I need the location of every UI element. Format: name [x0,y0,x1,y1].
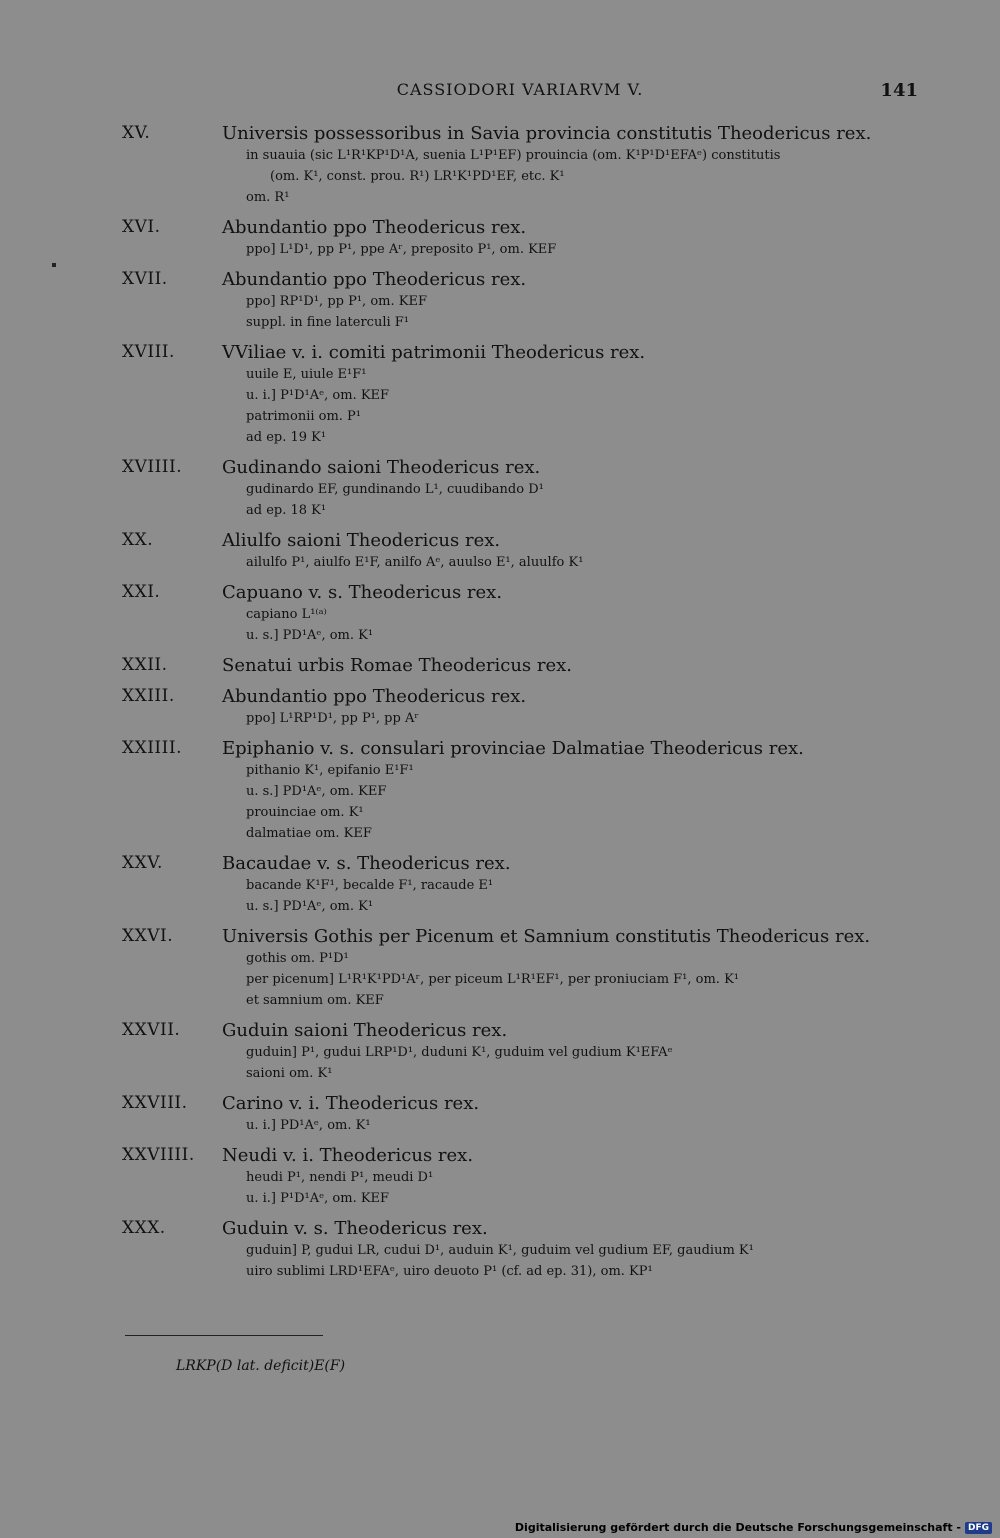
apparatus-note: patrimonii om. P¹ [246,409,362,424]
letter-entry [122,1144,922,1209]
apparatus-note: saioni om. K¹ [246,1066,333,1081]
apparatus-note: uuile E, uiule E¹F¹ [246,367,367,382]
letter-body [222,654,922,677]
letter-entry [122,341,922,448]
letter-body [222,1092,922,1136]
letter-title: Capuano v. s. Theodericus rex. [222,582,503,603]
apparatus-note: u. i.] PD¹Aᵉ, om. K¹ [246,1118,371,1133]
footnote-sigla: LRKP(D lat. deficit)E(F) [176,1358,346,1374]
letter-title: Universis possessoribus in Savia provincia constitutis Theodericus rex. [222,123,872,144]
letter-entry [122,1217,922,1282]
letter-number: XVI. [122,217,161,237]
apparatus-note: in suauia (sic L¹R¹KP¹D¹A, suenia L¹P¹EF) prouincia (om. K¹P¹D¹EFAᵉ) constitutis [246,148,781,163]
apparatus-note: u. s.] PD¹Aᵉ, om. KEF [246,784,387,799]
letter-number: XXX. [122,1218,166,1238]
letter-entry [122,685,922,729]
letter-number: XXII. [122,655,168,675]
letter-entry [122,581,922,646]
letter-body [222,581,922,646]
page-number: 141 [880,80,918,101]
letter-number: XXVIII. [122,1093,188,1113]
letter-body [222,1217,922,1282]
letter-body [222,216,922,260]
apparatus-note: per picenum] L¹R¹K¹PD¹Aʳ, per piceum L¹R¹EF¹, per proniuciam F¹, om. K¹ [246,972,739,987]
apparatus-note: guduin] P¹, gudui LRP¹D¹, duduni K¹, guduim vel gudium K¹EFAᵉ [246,1045,673,1060]
letter-number: XXVII. [122,1020,181,1040]
letter-body [222,341,922,448]
letter-entry [122,122,922,208]
apparatus-note: u. i.] P¹D¹Aᵉ, om. KEF [246,388,390,403]
apparatus-note: (om. K¹, const. prou. R¹) LR¹K¹PD¹EF, etc. K¹ [270,169,565,184]
dfg-footer [515,1521,992,1534]
letter-number: XXI. [122,582,161,602]
letter-number: XVIII. [122,342,175,362]
letter-title: Carino v. i. Theodericus rex. [222,1093,480,1114]
letter-number: XXV. [122,853,163,873]
apparatus-note: gothis om. P¹D¹ [246,951,349,966]
letter-entry [122,1092,922,1136]
apparatus-note: et samnium om. KEF [246,993,384,1008]
apparatus-note: ad ep. 18 K¹ [246,503,327,518]
letter-entry [122,456,922,521]
letter-number: XVIIII. [122,457,183,477]
stray-mark [52,263,56,267]
footnote-rule [125,1335,323,1336]
letter-title: Abundantio ppo Theodericus rex. [222,217,527,238]
letter-body [222,685,922,729]
dfg-logo: DFG [965,1522,992,1534]
letter-body [222,268,922,333]
apparatus-note: uiro sublimi LRD¹EFAᵉ, uiro deuoto P¹ (cf. ad ep. 31), om. KP¹ [246,1264,653,1279]
letter-entry [122,529,922,573]
letter-entry [122,852,922,917]
letter-number: XX. [122,530,154,550]
letter-body [222,737,922,844]
apparatus-note: prouinciae om. K¹ [246,805,364,820]
letter-entry [122,216,922,260]
letter-number: XXVIIII. [122,1145,195,1165]
letter-number: XVII. [122,269,168,289]
apparatus-note: heudi P¹, nendi P¹, meudi D¹ [246,1170,434,1185]
letter-list [122,122,922,1290]
apparatus-note: bacande K¹F¹, becalde F¹, racaude E¹ [246,878,494,893]
letter-title: Neudi v. i. Theodericus rex. [222,1145,474,1166]
apparatus-note: guduin] P, gudui LR, cudui D¹, auduin K¹, guduim vel gudium EF, gaudium K¹ [246,1243,754,1258]
letter-entry [122,737,922,844]
apparatus-note: suppl. in fine laterculi F¹ [246,315,410,330]
letter-title: VViliae v. i. comiti patrimonii Theodericus rex. [222,342,646,363]
apparatus-note: ailulfo P¹, aiulfo E¹F, anilfo Aᵉ, auulso E¹, aluulfo K¹ [246,555,584,570]
apparatus-note: om. R¹ [246,190,290,205]
letter-title: Abundantio ppo Theodericus rex. [222,269,527,290]
letter-number: XXVI. [122,926,174,946]
apparatus-note: ppo] L¹D¹, pp P¹, ppe Aʳ, preposito P¹, om. KEF [246,242,557,257]
letter-entry [122,268,922,333]
letter-title: Abundantio ppo Theodericus rex. [222,686,527,707]
letter-title: Guduin v. s. Theodericus rex. [222,1218,488,1239]
apparatus-note: gudinardo EF, gundinando L¹, cuudibando D¹ [246,482,544,497]
letter-entry [122,654,922,677]
letter-title: Aliulfo saioni Theodericus rex. [222,530,501,551]
letter-title: Senatui urbis Romae Theodericus rex. [222,655,572,676]
letter-number: XXIIII. [122,738,182,758]
apparatus-note: pithanio K¹, epifanio E¹F¹ [246,763,414,778]
apparatus-note: ppo] L¹RP¹D¹, pp P¹, pp Aʳ [246,711,419,726]
apparatus-note: u. s.] PD¹Aᵉ, om. K¹ [246,628,374,643]
letter-title: Guduin saioni Theodericus rex. [222,1020,508,1041]
letter-body [222,1144,922,1209]
apparatus-note: u. i.] P¹D¹Aᵉ, om. KEF [246,1191,390,1206]
dfg-footer-text: Digitalisierung gefördert durch die Deutsche Forschungsgemeinschaft - [514,1521,961,1534]
letter-title: Bacaudae v. s. Theodericus rex. [222,853,511,874]
letter-number: XXIII. [122,686,175,706]
letter-title: Epiphanio v. s. consulari provinciae Dalmatiae Theodericus rex. [222,738,804,759]
letter-body [222,1019,922,1084]
letter-body [222,852,922,917]
letter-body [222,925,922,1011]
apparatus-note: capiano L¹⁽ᵃ⁾ [246,607,327,622]
letter-body [222,529,922,573]
apparatus-note: u. s.] PD¹Aᵉ, om. K¹ [246,899,374,914]
letter-title: Gudinando saioni Theodericus rex. [222,457,541,478]
letter-number: XV. [122,123,151,143]
letter-title: Universis Gothis per Picenum et Samnium constitutis Theodericus rex. [222,926,871,947]
page-header-title: CASSIODORI VARIARVM V. [396,80,644,99]
apparatus-note: dalmatiae om. KEF [246,826,372,841]
apparatus-note: ppo] RP¹D¹, pp P¹, om. KEF [246,294,427,309]
letter-entry [122,925,922,1011]
letter-body [222,122,922,208]
apparatus-note: ad ep. 19 K¹ [246,430,327,445]
letter-body [222,456,922,521]
letter-entry [122,1019,922,1084]
